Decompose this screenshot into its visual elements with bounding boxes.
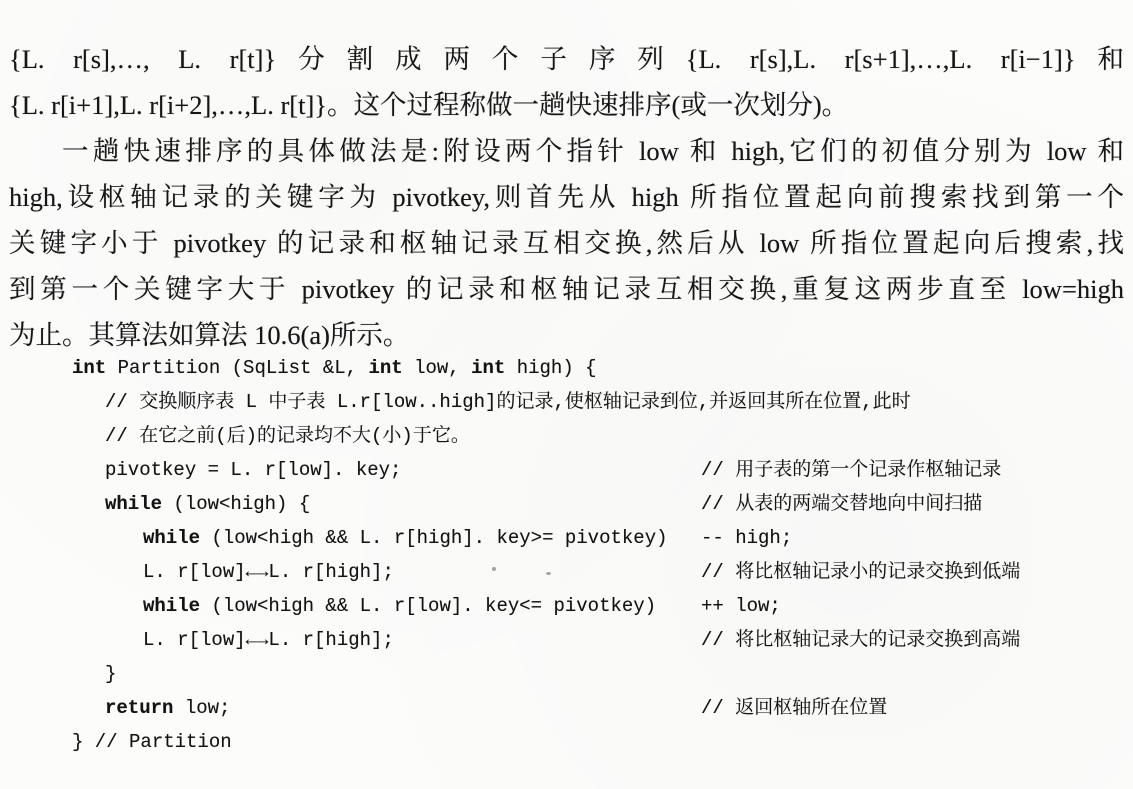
code-line <box>0 521 1133 555</box>
ink-speck <box>546 572 551 575</box>
code-line <box>0 453 1133 487</box>
code-comment: // 返回枢轴所在位置 <box>701 697 888 719</box>
text-line: {L. r[i+1],L. r[i+2],…,L. r[t]}。这个过程称做一趟快速排序(或一次划分)。 <box>9 90 849 120</box>
code-statement: return low; <box>105 697 231 719</box>
code-comment: // 用子表的第一个记录作枢轴记录 <box>701 459 1002 481</box>
text-line: 一趟快速排序的具体做法是:附设两个指针 low 和 high,它们的初值分别为 low 和 <box>62 136 1124 166</box>
text-line: 为止。其算法如算法 10.6(a)所示。 <box>9 320 410 350</box>
code-statement: // 交换顺序表 L 中子表 L.r[low..high]的记录,使枢轴记录到位,并返回其所在位置,此时 <box>105 391 911 413</box>
partition-code-listing <box>0 351 1133 759</box>
text-line: 关键字小于 pivotkey 的记录和枢轴记录互相交换,然后从 low 所指位置起向后搜索,找 <box>9 228 1124 258</box>
code-comment: // 将比枢轴记录大的记录交换到高端 <box>701 629 1021 651</box>
code-statement: -- high; <box>701 527 793 549</box>
code-line <box>0 657 1133 691</box>
code-statement: pivotkey = L. r[low]. key; <box>105 459 402 481</box>
code-statement: while (low<high) { <box>105 493 311 515</box>
code-statement: L. r[low]←→L. r[high]; <box>143 561 394 583</box>
code-statement: while (low<high && L. r[low]. key<= pivotkey) <box>143 595 657 617</box>
code-line <box>0 555 1133 589</box>
code-statement: } <box>105 663 117 685</box>
code-statement: // 在它之前(后)的记录均不大(小)于它。 <box>105 425 470 447</box>
code-line <box>0 419 1133 453</box>
code-line <box>0 589 1133 623</box>
text-line: {L. r[s],…, L. r[t]}分割成两个子序列{L. r[s],L. r[s+1],…,L. r[i−1]}和 <box>9 44 1124 74</box>
code-line <box>0 487 1133 521</box>
ink-speck <box>492 567 496 571</box>
code-statement: ++ low; <box>701 595 781 617</box>
body-text <box>9 36 1124 358</box>
code-line <box>0 385 1133 419</box>
text-line: high,设枢轴记录的关键字为 pivotkey,则首先从 high 所指位置起向前搜索找到第一个 <box>9 182 1124 212</box>
code-statement: L. r[low]←→L. r[high]; <box>143 629 394 651</box>
code-line <box>0 623 1133 657</box>
code-line <box>0 351 1133 385</box>
text-line: 到第一个关键字大于 pivotkey 的记录和枢轴记录互相交换,重复这两步直至 low=high <box>9 274 1124 304</box>
code-comment: // 从表的两端交替地向中间扫描 <box>701 493 983 515</box>
code-statement: while (low<high && L. r[high]. key>= pivotkey) <box>143 527 668 549</box>
code-statement: } // Partition <box>72 731 232 753</box>
code-line <box>0 725 1133 759</box>
code-comment: // 将比枢轴记录小的记录交换到低端 <box>701 561 1021 583</box>
code-line <box>0 691 1133 725</box>
code-statement: int Partition (SqList &L, int low, int high) { <box>72 357 597 379</box>
